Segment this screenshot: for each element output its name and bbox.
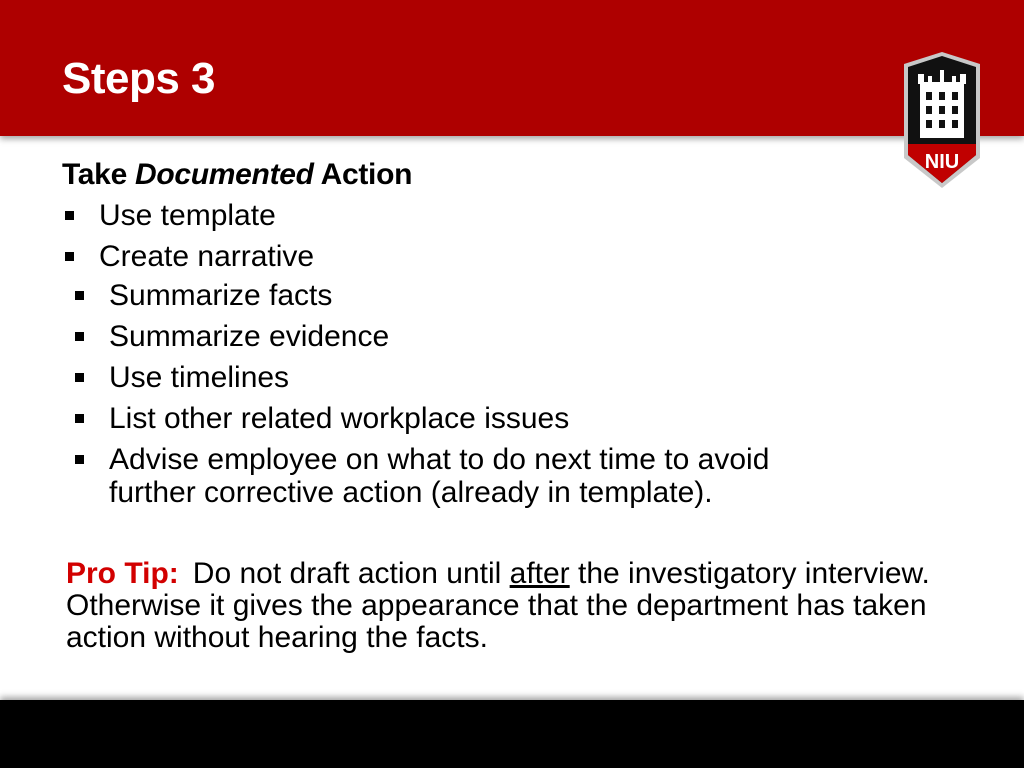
pro-tip-emphasis: after — [509, 557, 570, 590]
sub-bullet-item: Use timelines — [72, 361, 962, 394]
bullet-item — [62, 236, 962, 277]
pro-tip-label: Pro Tip: — [66, 557, 179, 590]
slide-body — [62, 154, 962, 517]
heading-part1: Take — [62, 158, 135, 191]
bullet-item: Use template — [62, 195, 962, 236]
heading-part3: Action — [313, 158, 413, 191]
logo-text: NIU — [924, 151, 960, 173]
pro-tip-text-2: the investigatory interview. Otherwise it gives the appearance that the department has taken action without hearing the facts. — [66, 557, 930, 654]
sub-bullet-item: Summarize facts — [72, 279, 962, 312]
sub-bullet-item: List other related workplace issues — [72, 402, 962, 435]
pro-tip-text-1: Do not draft action until — [192, 557, 510, 590]
slide-title: Steps 3 — [62, 54, 216, 103]
section-heading — [62, 154, 962, 195]
sub-bullet-item: Summarize evidence — [72, 320, 962, 353]
pro-tip — [66, 558, 946, 654]
title-bar — [0, 0, 1024, 136]
bullet-list — [62, 195, 962, 277]
heading-emphasis: Documented — [135, 158, 314, 191]
sub-bullet-list — [72, 279, 962, 509]
footer-bar — [0, 700, 1024, 768]
bullet-item-label: Create narrative — [99, 240, 315, 273]
sub-bullet-item: Advise employee on what to do next time to avoid further corrective action (already in template). — [72, 443, 849, 509]
